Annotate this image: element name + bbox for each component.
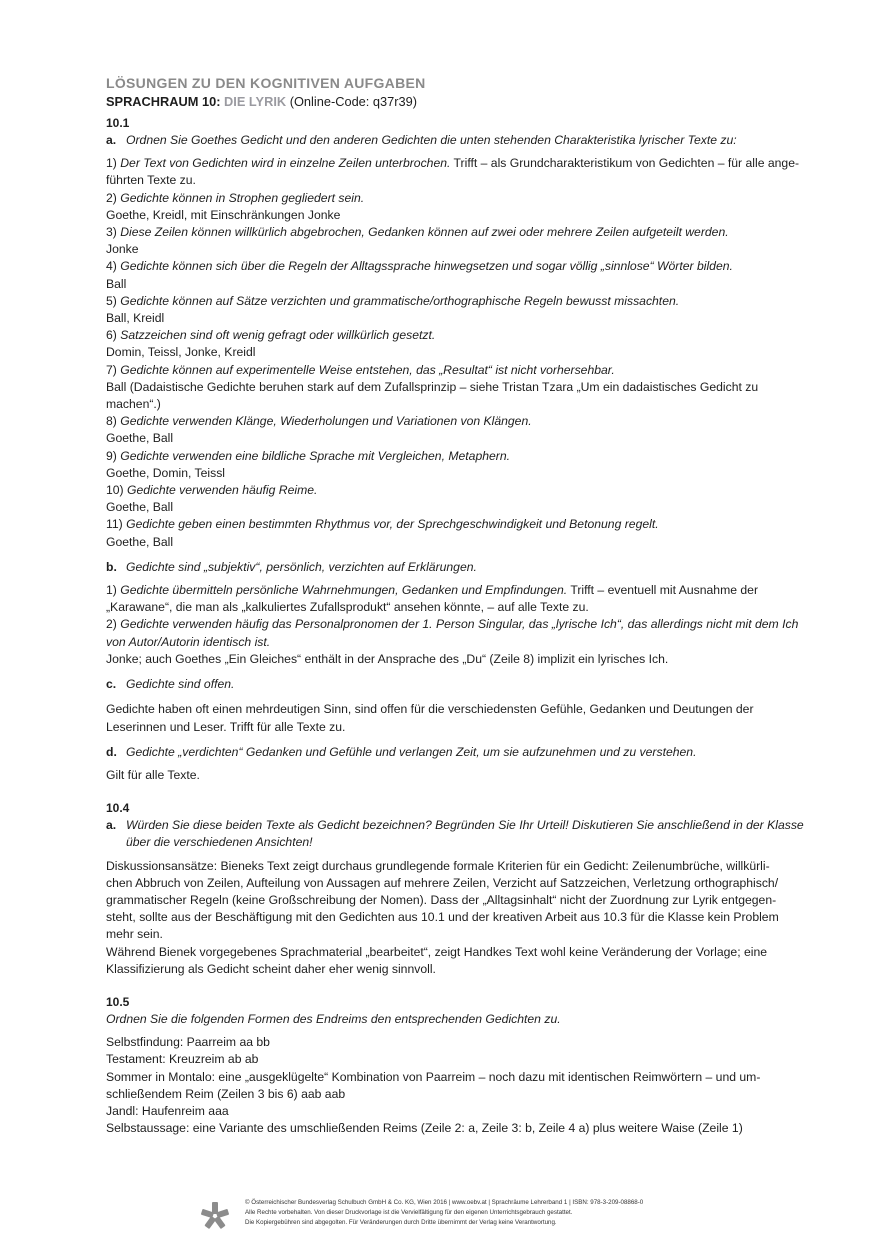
list-item: 10) Gedichte verwenden häufig Reime. (106, 483, 318, 498)
list-item: 1) Der Text von Gedichten wird in einzelne Zeilen unterbrochen. Trifft – als Grundcharakteristikum von Gedichten – für alle ange- (106, 156, 800, 171)
answer-list (106, 155, 818, 551)
answer-text: Goethe, Kreidl, mit Einschränkungen Jonke (106, 207, 341, 222)
list-item: 2) Gedichte verwenden häufig das Personalpronomen der 1. Person Singular, das „lyrische Ich“, das allerdings nicht mit dem Ich (106, 617, 799, 632)
answer-list (106, 582, 818, 668)
paragraph-line: steht, sollte aus der Beschäftigung mit den Gedichten aus 10.1 und der kreativen Arbeit aus 10.3 für die Klasse kein Problem (106, 910, 779, 925)
task-text: Ordnen Sie Goethes Gedicht und den anderen Gedichten die unten stehenden Charakteristika lyrischer Texte zu: (126, 133, 737, 147)
list-item: 5) Gedichte können auf Sätze verzichten und grammatische/orthographische Regeln bewusst missachten. (106, 293, 680, 308)
section-number-10-4: 10.4 (106, 801, 130, 816)
paragraph-line: mehr sein. (106, 927, 163, 942)
task-letter: a. (106, 818, 117, 833)
list-item: 8) Gedichte verwenden Klänge, Wiederholungen und Variationen von Klängen. (106, 414, 532, 429)
answer-text: Goethe, Domin, Teissl (106, 465, 225, 480)
list-item-continuation: von Autor/Autorin identisch ist. (106, 634, 271, 649)
paragraph-line: grammatischer Regeln (keine Großschreibung der Nomen). Dass der „Alltagsinhalt“ nicht der Zuordnung zur Lyrik entgegen- (106, 892, 777, 907)
online-code: (Online-Code: q37r39) (286, 94, 418, 109)
answer-text: Goethe, Ball (106, 500, 174, 515)
task-a (106, 132, 818, 149)
paragraph-line: schließendem Reim (Zeilen 3 bis 6) aab aab (106, 1086, 346, 1101)
copyright-line: © Österreichischer Bundesverlag Schulbuch GmbH & Co. KG, Wien 2016 | www.oebv.at | Sprachräume Lehrerband 1 | ISBN: 978-3-209-08868-0 (245, 1199, 644, 1206)
task-text: Ordnen Sie die folgenden Formen des Endreims den entsprechenden Gedichten zu. (106, 1011, 561, 1026)
document-page (106, 74, 818, 1137)
list-item-continuation: führten Texte zu. (106, 173, 196, 188)
answer-text: machen“.) (106, 397, 161, 412)
answer-text: Goethe, Ball (106, 431, 174, 446)
section-number-10-5: 10.5 (106, 994, 130, 1009)
task-a (106, 817, 818, 851)
answer-text: Domin, Teissl, Jonke, Kreidl (106, 345, 256, 360)
chapter-accent: DIE LYRIK (224, 94, 287, 109)
paragraph-line: Selbstaussage: eine Variante des umschließenden Reims (Zeile 2: a, Zeile 3: b, Zeile 4 a) plus weitere Waise (Zeile 1) (106, 1121, 743, 1136)
answer-text: Jonke (106, 242, 139, 257)
paragraph-line: Testament: Kreuzreim ab ab (106, 1052, 259, 1067)
paragraph-line: Klassifizierung als Gedicht scheint daher eher wenig sinnvoll. (106, 961, 436, 976)
answer-block (106, 701, 818, 735)
task-letter: c. (106, 677, 117, 692)
list-item: 7) Gedichte können auf experimentelle Weise entstehen, das „Resultat“ ist nicht vorhersehbar. (106, 362, 615, 377)
paragraph-line: Diskussionsansätze: Bieneks Text zeigt durchaus grundlegende formale Kriterien für ein Gedicht: Zeilenumbrüche, willkürli- (106, 858, 770, 873)
answer-text: Gilt für alle Texte. (106, 767, 200, 782)
section-number-10-1: 10.1 (106, 116, 130, 130)
footer-text (245, 1198, 643, 1228)
task-letter: a. (106, 133, 117, 147)
answer-text: Ball (106, 276, 127, 291)
page-footer (199, 1198, 643, 1232)
answer-text: Jonke; auch Goethes „Ein Gleiches“ enthält in der Ansprache des „Du“ (Zeile 8) implizit ein lyrisches Ich. (106, 651, 669, 666)
list-item: 9) Gedichte verwenden eine bildliche Sprache mit Vergleichen, Metaphern. (106, 448, 511, 463)
paragraph-line: chen Abbruch von Zeilen, Aufteilung von Aussagen auf mehrere Zeilen, Verzicht auf Satzzeichen, Verletzung orthographisch/ (106, 875, 779, 890)
answer-text: Goethe, Ball (106, 534, 174, 549)
task-text: Gedichte „verdichten“ Gedanken und Gefühle und verlangen Zeit, um sie aufzunehmen und zu verstehen. (126, 744, 697, 759)
list-item: 4) Gedichte können sich über die Regeln der Alltagssprache hinwegsetzen und sogar völlig „sinnlose“ Wörter bilden. (106, 259, 733, 274)
answer-block (106, 1034, 818, 1137)
fees-line: Die Kopiergebühren sind abgegolten. Für Veränderungen durch Dritte übernimmt der Verlag keine Verantwortung. (245, 1219, 557, 1226)
chapter-prefix: SPRACHRAUM 10: (106, 94, 225, 109)
list-item: 3) Diese Zeilen können willkürlich abgebrochen, Gedanken können auf zwei oder mehrere Zeilen aufgeteilt werden. (106, 225, 729, 240)
task-text: Gedichte sind offen. (126, 677, 235, 692)
task-letter: b. (106, 559, 117, 574)
paragraph-line: Während Bienek vorgegebenes Sprachmaterial „bearbeitet“, zeigt Handkes Text wohl keine Veränderung der Vorlage; eine (106, 944, 768, 959)
answer-text: Ball, Kreidl (106, 311, 165, 326)
paragraph-line: Sommer in Montalo: eine „ausgeklügelte“ Kombination von Paarreim – noch dazu mit identischen Reimwörtern – und um- (106, 1069, 761, 1084)
paragraph-line: Jandl: Haufenreim aaa (106, 1103, 229, 1118)
task-text: Gedichte sind „subjektiv“, persönlich, verzichten auf Erklärungen. (126, 559, 477, 574)
task-b (106, 559, 818, 576)
list-item: 1) Gedichte übermitteln persönliche Wahrnehmungen, Gedanken und Empfindungen. Trifft – eventuell mit Ausnahme der (106, 583, 758, 598)
task-letter: d. (106, 744, 117, 759)
chapter-heading (106, 93, 818, 111)
answer-text: Ball (Dadaistische Gedichte beruhen stark auf dem Zufallsprinzip – siehe Tristan Tzara „Um ein dadaistisches Gedicht zu (106, 379, 759, 394)
answer-text: Gedichte haben oft einen mehrdeutigen Sinn, sind offen für die verschiedensten Gefühle, Gedanken und Deutungen der (106, 702, 754, 717)
task-d (106, 744, 818, 761)
page-title: LÖSUNGEN ZU DEN KOGNITIVEN AUFGABEN (106, 75, 426, 91)
list-item: 11) Gedichte geben einen bestimmten Rhythmus vor, der Sprechgeschwindigkeit und Betonung regelt. (106, 517, 659, 532)
list-item-continuation: „Karawane“, die man als „kalkuliertes Zufallsprodukt“ ansehen könnte, – auf alle Texte zu. (106, 600, 589, 615)
answer-text: Leserinnen und Leser. Trifft für alle Texte zu. (106, 719, 346, 734)
answer-block (106, 858, 818, 978)
list-item: 2) Gedichte können in Strophen gegliedert sein. (106, 190, 365, 205)
task-c (106, 676, 818, 693)
paragraph-line: Selbstfindung: Paarreim aa bb (106, 1035, 270, 1050)
rights-line: Alle Rechte vorbehalten. Von dieser Druckvorlage ist die Vervielfältigung für den eigenen Unterrichtsgebrauch gestattet. (245, 1209, 573, 1216)
task-text: Würden Sie diese beiden Texte als Gedicht bezeichnen? Begründen Sie Ihr Urteil! Diskutieren Sie anschließend in der Klasse über die verschiedenen Ansichten! (126, 818, 804, 850)
list-item: 6) Satzzeichen sind oft wenig gefragt oder willkürlich gesetzt. (106, 328, 436, 343)
oebv-asterisk-logo-icon (199, 1200, 231, 1232)
